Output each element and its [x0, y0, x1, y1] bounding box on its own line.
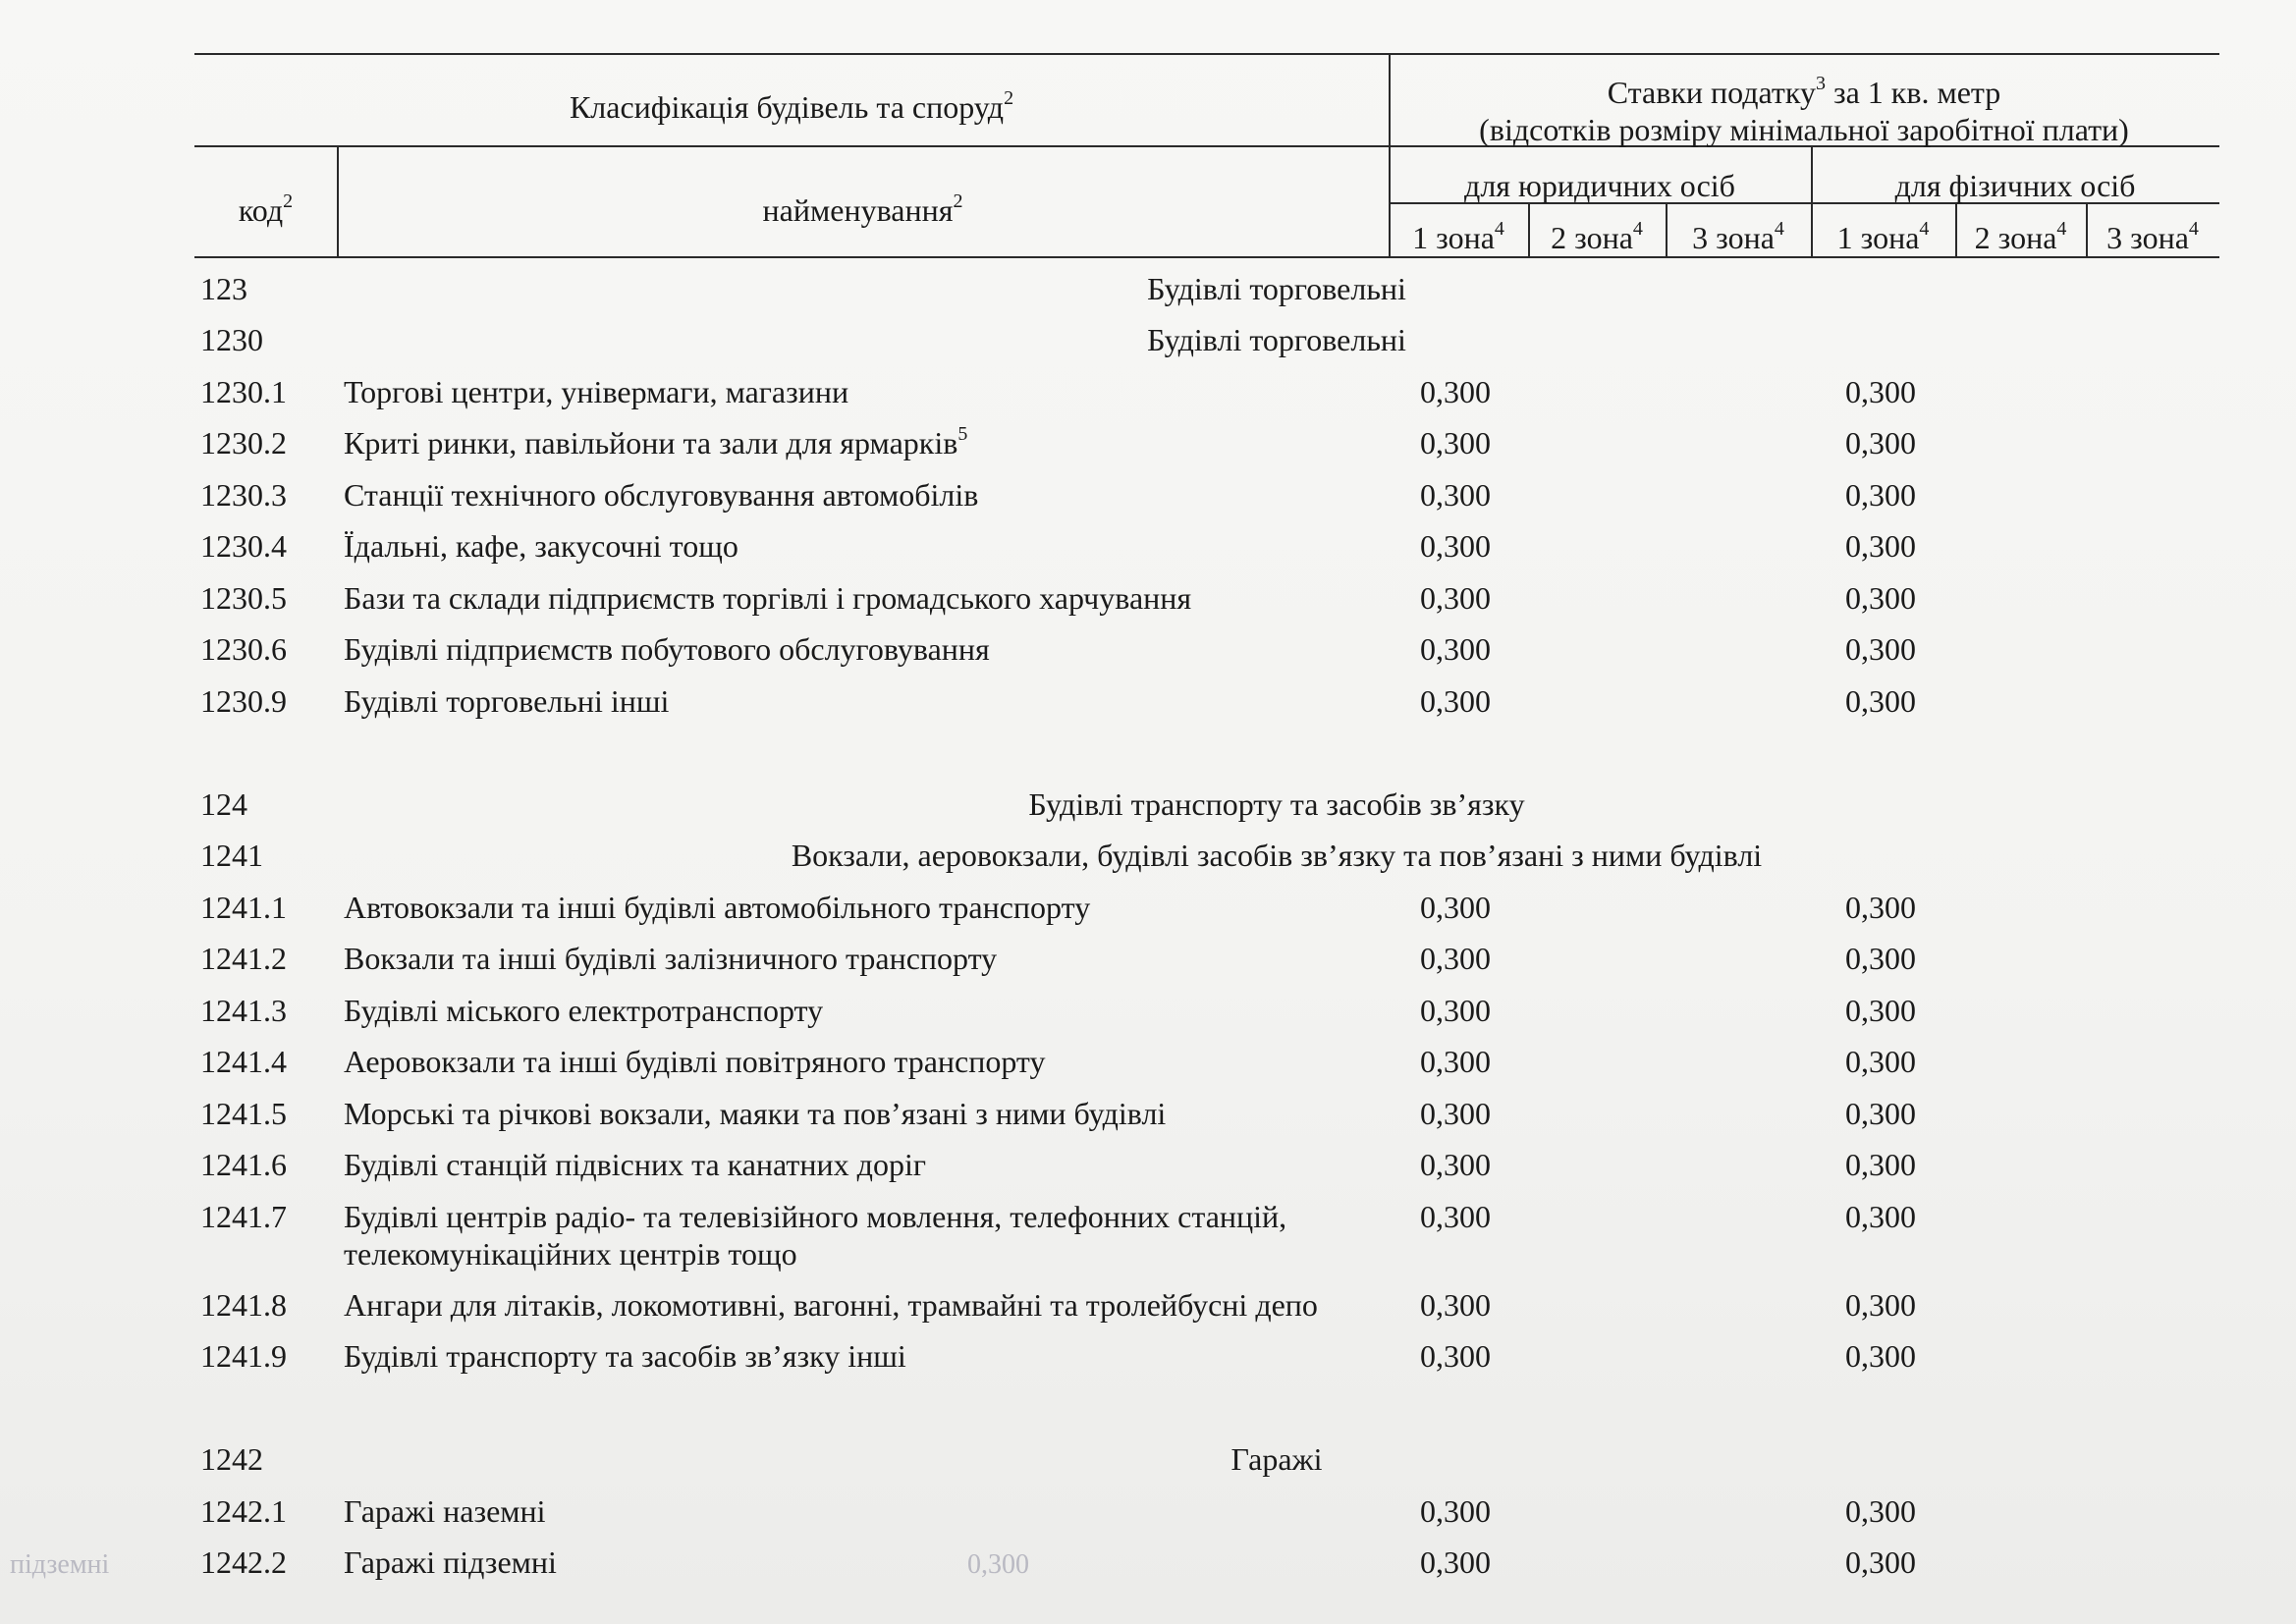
- header-name-text: найменування: [762, 192, 954, 228]
- group-row: [0, 837, 2296, 886]
- header-zone-physical-1: [1811, 220, 1955, 255]
- header-rates-end: за 1 кв. метр: [1825, 75, 2001, 110]
- row-physical-rate: 0,300: [1845, 1338, 1916, 1374]
- header-name: [337, 192, 1389, 228]
- row-physical-rate: 0,300: [1845, 941, 1916, 976]
- table-row: [0, 1286, 2296, 1335]
- zone-sup: 4: [2188, 218, 2199, 241]
- header-physical: [1811, 168, 2219, 203]
- group-row: [0, 785, 2296, 835]
- row-physical-rate: 0,300: [1845, 1544, 1916, 1580]
- group-code: 1242: [200, 1441, 263, 1477]
- header-rates: [1389, 75, 2219, 110]
- header-code-text: код: [238, 192, 284, 228]
- header-rates-text: Ставки податку: [1607, 75, 1816, 110]
- row-legal-rate: 0,300: [1420, 1338, 1491, 1374]
- row-name: Будівлі торговельні інші: [344, 683, 670, 719]
- row-code: 1241.6: [200, 1147, 287, 1182]
- row-code: 1230.2: [200, 425, 287, 460]
- table-row: [0, 424, 2296, 473]
- row-legal-rate: 0,300: [1420, 1199, 1491, 1234]
- header-zone-legal-3: [1666, 220, 1811, 255]
- table-row: [0, 1146, 2296, 1195]
- group-title: Будівлі торговельні: [1147, 271, 1406, 306]
- row-name: Будівлі станцій підвісних та канатних доріг: [344, 1147, 926, 1182]
- row-code: 1230.4: [200, 528, 287, 564]
- row-code: 1241.9: [200, 1338, 287, 1374]
- row-name-line-1: Будівлі центрів радіо- та телевізійного мовлення, телефонних станцій,: [344, 1199, 1287, 1234]
- table-row: [0, 889, 2296, 938]
- row-code: 1242.2: [200, 1544, 287, 1580]
- zone-sup: 4: [1919, 218, 1930, 241]
- header-rates-subtitle-text: (відсотків розміру мінімальної заробітної плати): [1479, 112, 2129, 147]
- group-code: 1241: [200, 838, 263, 873]
- row-legal-rate: 0,300: [1420, 1493, 1491, 1529]
- header-zone-legal-1: [1389, 220, 1528, 255]
- zone-label: 1 зона: [1836, 220, 1920, 255]
- row-physical-rate: 0,300: [1845, 528, 1916, 564]
- header-rates-sup: 3: [1815, 73, 1826, 95]
- group-code: 123: [200, 271, 247, 306]
- row-name: Вокзали та інші будівлі залізничного транспорту: [344, 941, 998, 976]
- bleed-through-text: 0,300: [967, 1549, 1029, 1580]
- row-name: Автовокзали та інші будівлі автомобільного транспорту: [344, 890, 1091, 925]
- row-name: Будівлі транспорту та засобів зв’язку інші: [344, 1338, 906, 1374]
- row-name: Аеровокзали та інші будівлі повітряного транспорту: [344, 1044, 1046, 1079]
- row-name: Морські та річкові вокзали, маяки та пов’язані з ними будівлі: [344, 1096, 1167, 1131]
- row-legal-rate: 0,300: [1420, 1147, 1491, 1182]
- header-zone-physical-3: [2086, 220, 2219, 255]
- zone-label: 2 зона: [1551, 220, 1633, 255]
- row-code: 1241.7: [200, 1199, 287, 1234]
- table-row: [0, 1543, 2296, 1593]
- row-legal-rate: 0,300: [1420, 1544, 1491, 1580]
- row-name: Будівлі міського електротранспорту: [344, 993, 824, 1028]
- table-row: [0, 527, 2296, 576]
- row-name: Станції технічного обслуговування автомобілів: [344, 477, 979, 513]
- zone-label: 2 зона: [1974, 220, 2057, 255]
- table-row: [0, 1492, 2296, 1542]
- header-code: [194, 192, 337, 228]
- table-row: [0, 630, 2296, 679]
- row-legal-rate: 0,300: [1420, 1287, 1491, 1323]
- zone-sup: 4: [2056, 218, 2067, 241]
- zone-sup: 4: [1494, 218, 1504, 241]
- zone-label: 3 зона: [1692, 220, 1775, 255]
- row-name: Бази та склади підприємств торгівлі і громадського харчування: [344, 580, 1192, 616]
- row-legal-rate: 0,300: [1420, 477, 1491, 513]
- header-physical-text: для фізичних осіб: [1894, 168, 2136, 203]
- header-bottom-rule: [194, 256, 2219, 258]
- table-row: [0, 1095, 2296, 1144]
- row-physical-rate: 0,300: [1845, 477, 1916, 513]
- row-name: [344, 424, 1380, 461]
- header-zone-legal-2: [1528, 220, 1666, 255]
- row-name: Гаражі підземні: [344, 1544, 557, 1580]
- header-name-sup: 2: [953, 190, 963, 213]
- row-physical-rate: 0,300: [1845, 580, 1916, 616]
- row-legal-rate: 0,300: [1420, 1096, 1491, 1131]
- row-physical-rate: 0,300: [1845, 425, 1916, 460]
- header-zone-physical-2: [1955, 220, 2086, 255]
- row-name: Торгові центри, універмаги, магазини: [344, 374, 849, 409]
- group-row: [0, 1440, 2296, 1489]
- row-name: [344, 1198, 1380, 1272]
- header-rates-subtitle: [1389, 112, 2219, 147]
- row-name-text: Криті ринки, павільйони та зали для ярмарків: [344, 425, 958, 460]
- row-code: 1241.4: [200, 1044, 287, 1079]
- row-legal-rate: 0,300: [1420, 631, 1491, 667]
- row-legal-rate: 0,300: [1420, 683, 1491, 719]
- row-legal-rate: 0,300: [1420, 528, 1491, 564]
- zone-label: 3 зона: [2106, 220, 2189, 255]
- row-physical-rate: 0,300: [1845, 631, 1916, 667]
- table-row: [0, 476, 2296, 525]
- group-row: [0, 270, 2296, 319]
- row-name-sup: 5: [957, 423, 968, 446]
- row-name: Гаражі наземні: [344, 1493, 546, 1529]
- table-row: [0, 579, 2296, 628]
- row-code: 1241.2: [200, 941, 287, 976]
- row-code: 1230.1: [200, 374, 287, 409]
- row-code: 1241.5: [200, 1096, 287, 1131]
- row-legal-rate: 0,300: [1420, 941, 1491, 976]
- row-code: 1241.8: [200, 1287, 287, 1323]
- group-row: [0, 321, 2296, 370]
- group-title: Вокзали, аеровокзали, будівлі засобів зв’язку та пов’язані з ними будівлі: [791, 838, 1763, 873]
- table-row: [0, 940, 2296, 989]
- row-code: 1230.5: [200, 580, 287, 616]
- row-code: 1241.1: [200, 890, 287, 925]
- row-code: 1242.1: [200, 1493, 287, 1529]
- row-legal-rate: 0,300: [1420, 1044, 1491, 1079]
- bleed-through-text: підземні: [10, 1549, 110, 1580]
- group-title: Будівлі торговельні: [1147, 322, 1406, 357]
- row-physical-rate: 0,300: [1845, 1096, 1916, 1131]
- row-physical-rate: 0,300: [1845, 1044, 1916, 1079]
- row-physical-rate: 0,300: [1845, 1147, 1916, 1182]
- table-row: [0, 1198, 2296, 1286]
- group-title: Будівлі транспорту та засобів зв’язку: [1028, 786, 1525, 822]
- row-legal-rate: 0,300: [1420, 993, 1491, 1028]
- header-code-sup: 2: [283, 190, 294, 213]
- zone-label: 1 зона: [1412, 220, 1495, 255]
- table-row: [0, 992, 2296, 1041]
- row-code: 1230.3: [200, 477, 287, 513]
- header-top-rule: [194, 53, 2219, 55]
- table-row: [0, 682, 2296, 731]
- row-physical-rate: 0,300: [1845, 374, 1916, 409]
- group-title: Гаражі: [1230, 1441, 1323, 1477]
- row-physical-rate: 0,300: [1845, 993, 1916, 1028]
- row-name: Їдальні, кафе, закусочні тощо: [344, 528, 738, 564]
- header-legal-text: для юридичних осіб: [1464, 168, 1735, 203]
- zone-sup: 4: [1774, 218, 1784, 241]
- row-name-line-2: телекомунікаційних центрів тощо: [344, 1236, 797, 1272]
- table-row: [0, 1043, 2296, 1092]
- header-classification: [194, 89, 1389, 125]
- zone-sup: 4: [1632, 218, 1643, 241]
- row-physical-rate: 0,300: [1845, 1199, 1916, 1234]
- row-physical-rate: 0,300: [1845, 1287, 1916, 1323]
- row-code: 1230.9: [200, 683, 287, 719]
- row-code: 1230.6: [200, 631, 287, 667]
- row-name: Ангари для літаків, локомотивні, вагонні, трамвайні та тролейбусні депо: [344, 1287, 1318, 1323]
- table-row: [0, 1337, 2296, 1386]
- row-physical-rate: 0,300: [1845, 683, 1916, 719]
- group-code: 1230: [200, 322, 263, 357]
- row-physical-rate: 0,300: [1845, 1493, 1916, 1529]
- header-classification-sup: 2: [1004, 87, 1014, 110]
- row-legal-rate: 0,300: [1420, 425, 1491, 460]
- row-name: Будівлі підприємств побутового обслуговування: [344, 631, 990, 667]
- row-physical-rate: 0,300: [1845, 890, 1916, 925]
- row-legal-rate: 0,300: [1420, 374, 1491, 409]
- table-row: [0, 373, 2296, 422]
- row-legal-rate: 0,300: [1420, 890, 1491, 925]
- header-classification-text: Класифікація будівель та споруд: [569, 89, 1005, 125]
- row-legal-rate: 0,300: [1420, 580, 1491, 616]
- row-code: 1241.3: [200, 993, 287, 1028]
- group-code: 124: [200, 786, 247, 822]
- header-legal: [1389, 168, 1811, 203]
